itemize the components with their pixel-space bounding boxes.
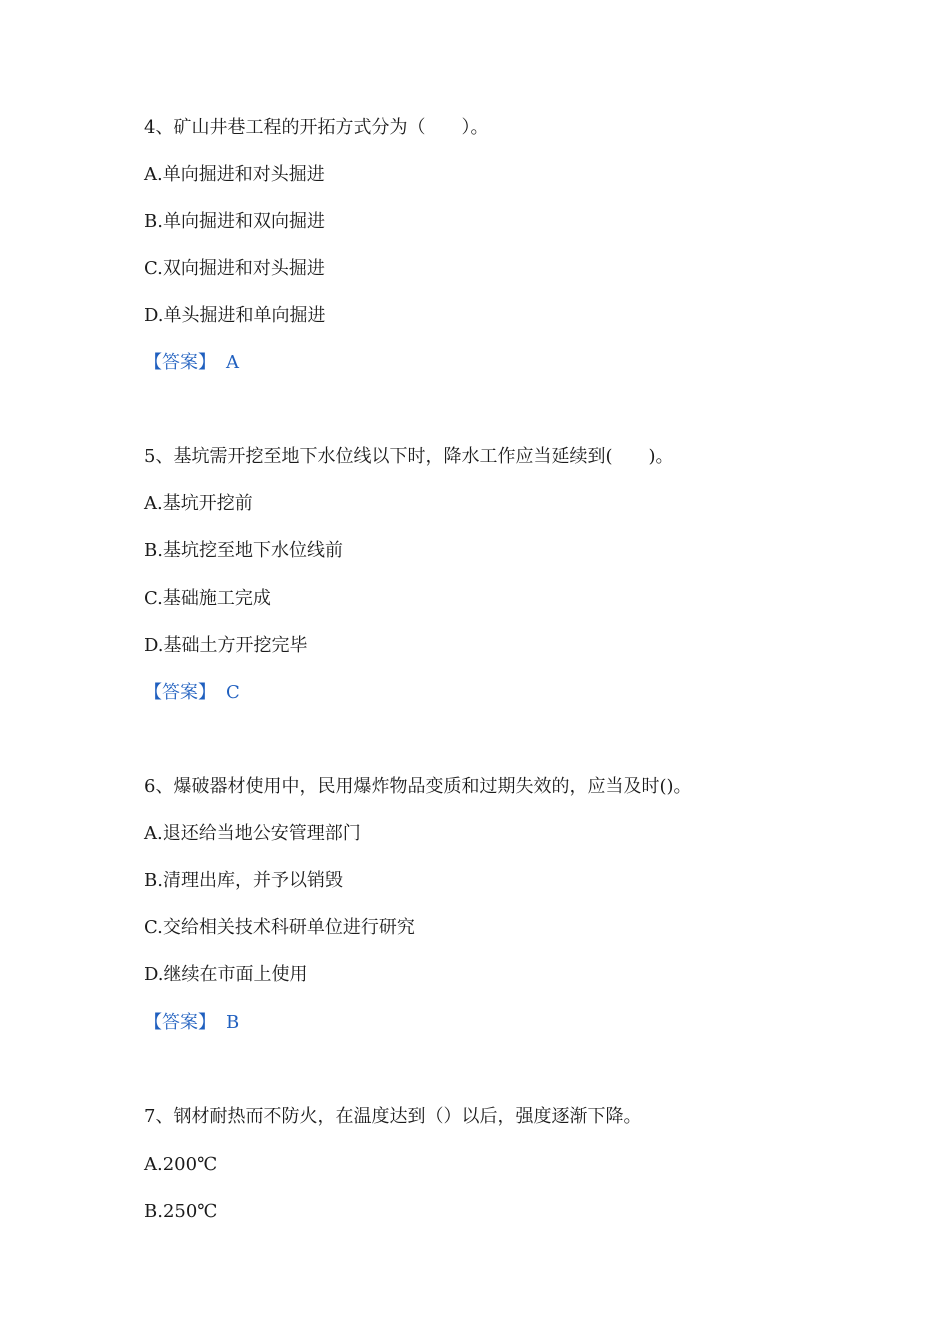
option-d: D.单头掘进和单向掘进 bbox=[144, 305, 326, 326]
option-b: B.250℃ bbox=[144, 1201, 218, 1222]
option-a: A.200℃ bbox=[144, 1154, 218, 1175]
question-stem: 5、基坑需开挖至地下水位线以下时，降水工作应当延续到( )。 bbox=[144, 446, 674, 467]
answer-label: 【答案】 bbox=[144, 352, 216, 373]
answer-value: A bbox=[226, 352, 239, 373]
option-c: C.基础施工完成 bbox=[144, 588, 271, 609]
question-stem: 7、钢材耐热而不防火，在温度达到（）以后，强度逐渐下降。 bbox=[144, 1106, 642, 1127]
option-c: C.交给相关技术科研单位进行研究 bbox=[144, 917, 415, 938]
answer-value: C bbox=[226, 682, 240, 703]
answer-label: 【答案】 bbox=[144, 682, 216, 703]
option-a: A.基坑开挖前 bbox=[144, 493, 253, 514]
option-b: B.单向掘进和双向掘进 bbox=[144, 211, 325, 232]
question-stem: 6、爆破器材使用中，民用爆炸物品变质和过期失效的，应当及时()。 bbox=[144, 776, 692, 797]
answer-label: 【答案】 bbox=[144, 1012, 216, 1033]
option-c: C.双向掘进和对头掘进 bbox=[144, 258, 325, 279]
answer-value: B bbox=[226, 1012, 240, 1033]
option-a: A.单向掘进和对头掘进 bbox=[144, 164, 325, 185]
option-b: B.基坑挖至地下水位线前 bbox=[144, 540, 343, 561]
option-b: B.清理出库，并予以销毁 bbox=[144, 870, 343, 891]
question-stem: 4、矿山井巷工程的开拓方式分为（ ）。 bbox=[144, 117, 489, 138]
answer-line bbox=[144, 681, 240, 705]
option-a: A.退还给当地公安管理部门 bbox=[144, 823, 361, 844]
answer-line bbox=[144, 1011, 239, 1035]
answer-line bbox=[144, 351, 239, 375]
option-d: D.继续在市面上使用 bbox=[144, 964, 308, 985]
option-d: D.基础土方开挖完毕 bbox=[144, 635, 308, 656]
